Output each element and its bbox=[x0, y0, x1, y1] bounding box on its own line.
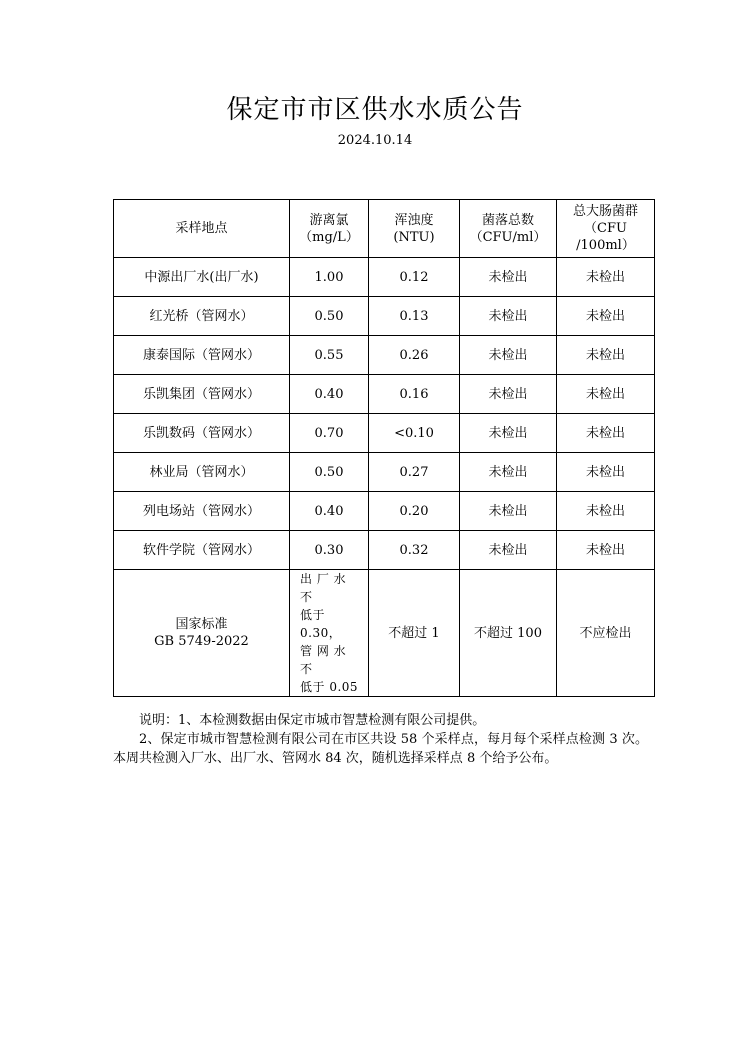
cell-colony-count: 未检出 bbox=[460, 375, 557, 414]
cell-sampling-site: 红光桥（管网水） bbox=[114, 297, 290, 336]
cell-colony-count: 未检出 bbox=[460, 492, 557, 531]
standard-chlorine-line: 低于 0.30， bbox=[300, 608, 342, 640]
cell-free-chlorine: 0.30 bbox=[290, 531, 369, 570]
cell-colony-count: 未检出 bbox=[460, 297, 557, 336]
standard-colony: 不超过 100 bbox=[460, 570, 557, 697]
note-2: 2、保定市城市智慧检测有限公司在市区共设 58 个采样点，每月每个采样点检测 3 次。本周共检测入厂水、出厂水、管网水 84 次，随机选择采样点 8 个给予公布。 bbox=[113, 732, 648, 766]
cell-turbidity: 0.13 bbox=[369, 297, 460, 336]
cell-free-chlorine: 1.00 bbox=[290, 258, 369, 297]
header-label: 采样地点 bbox=[175, 221, 228, 236]
standard-chlorine-line: 出 厂 水 不 bbox=[300, 572, 347, 604]
cell-free-chlorine: 0.40 bbox=[290, 375, 369, 414]
header-unit: (NTU) bbox=[393, 229, 435, 245]
cell-sampling-site: 列电场站（管网水） bbox=[114, 492, 290, 531]
header-unit: /100ml） bbox=[576, 238, 635, 253]
standard-chlorine bbox=[290, 570, 369, 697]
standard-code: GB 5749-2022 bbox=[154, 634, 249, 649]
document-date: 2024.10.14 bbox=[337, 133, 413, 148]
header-sampling-site bbox=[114, 200, 290, 258]
cell-total-coliform: 未检出 bbox=[557, 531, 655, 570]
table-body bbox=[114, 258, 655, 697]
cell-total-coliform: 未检出 bbox=[557, 375, 655, 414]
table-row bbox=[114, 492, 655, 531]
table-row bbox=[114, 414, 655, 453]
cell-turbidity: 0.32 bbox=[369, 531, 460, 570]
cell-total-coliform: 未检出 bbox=[557, 492, 655, 531]
table-row bbox=[114, 297, 655, 336]
header-label: 菌落总数 bbox=[481, 212, 534, 228]
cell-turbidity: 0.26 bbox=[369, 336, 460, 375]
standard-row bbox=[114, 570, 655, 697]
header-label: 浑浊度 bbox=[394, 212, 434, 228]
cell-total-coliform: 未检出 bbox=[557, 336, 655, 375]
cell-free-chlorine: 0.50 bbox=[290, 297, 369, 336]
header-label: 总大肠菌群 bbox=[572, 204, 638, 219]
table-row bbox=[114, 258, 655, 297]
standard-label bbox=[114, 570, 290, 697]
header-label: 游离氯 bbox=[309, 212, 349, 228]
cell-turbidity: 0.27 bbox=[369, 453, 460, 492]
table-header-row bbox=[114, 200, 655, 258]
cell-free-chlorine: 0.70 bbox=[290, 414, 369, 453]
header-unit: （CFU/ml） bbox=[469, 229, 547, 245]
standard-turbidity: 不超过 1 bbox=[369, 570, 460, 697]
table-row bbox=[114, 453, 655, 492]
table-row bbox=[114, 531, 655, 570]
header-colony-count bbox=[460, 200, 557, 258]
document-title: 保定市市区供水水质公告 bbox=[226, 95, 524, 125]
cell-free-chlorine: 0.50 bbox=[290, 453, 369, 492]
cell-colony-count: 未检出 bbox=[460, 414, 557, 453]
cell-sampling-site: 乐凯集团（管网水） bbox=[114, 375, 290, 414]
header-unit: （mg/L） bbox=[299, 229, 359, 245]
cell-turbidity: 0.20 bbox=[369, 492, 460, 531]
standard-chlorine-line: 低于 0.05 bbox=[300, 680, 359, 694]
cell-sampling-site: 软件学院（管网水） bbox=[114, 531, 290, 570]
cell-total-coliform: 未检出 bbox=[557, 414, 655, 453]
cell-free-chlorine: 0.40 bbox=[290, 492, 369, 531]
cell-colony-count: 未检出 bbox=[460, 336, 557, 375]
cell-colony-count: 未检出 bbox=[460, 531, 557, 570]
cell-sampling-site: 林业局（管网水） bbox=[114, 453, 290, 492]
water-quality-table bbox=[113, 199, 655, 697]
cell-sampling-site: 中源出厂水(出厂水) bbox=[114, 258, 290, 297]
cell-sampling-site: 康泰国际（管网水） bbox=[114, 336, 290, 375]
header-turbidity bbox=[369, 200, 460, 258]
cell-turbidity: 0.16 bbox=[369, 375, 460, 414]
standard-coliform: 不应检出 bbox=[557, 570, 655, 697]
header-unit: （CFU bbox=[584, 221, 627, 236]
standard-name: 国家标准 bbox=[175, 617, 228, 632]
cell-colony-count: 未检出 bbox=[460, 258, 557, 297]
note-1: 说明：1、本检测数据由保定市城市智慧检测有限公司提供。 bbox=[139, 713, 486, 728]
table-row bbox=[114, 375, 655, 414]
cell-total-coliform: 未检出 bbox=[557, 453, 655, 492]
table-row bbox=[114, 336, 655, 375]
cell-turbidity: 0.12 bbox=[369, 258, 460, 297]
cell-total-coliform: 未检出 bbox=[557, 258, 655, 297]
header-free-chlorine bbox=[290, 200, 369, 258]
cell-colony-count: 未检出 bbox=[460, 453, 557, 492]
cell-sampling-site: 乐凯数码（管网水） bbox=[114, 414, 290, 453]
cell-turbidity: <0.10 bbox=[369, 414, 460, 453]
cell-total-coliform: 未检出 bbox=[557, 297, 655, 336]
standard-chlorine-line: 管 网 水 不 bbox=[300, 644, 347, 676]
notes-section bbox=[113, 711, 648, 768]
header-total-coliform bbox=[557, 200, 655, 258]
cell-free-chlorine: 0.55 bbox=[290, 336, 369, 375]
